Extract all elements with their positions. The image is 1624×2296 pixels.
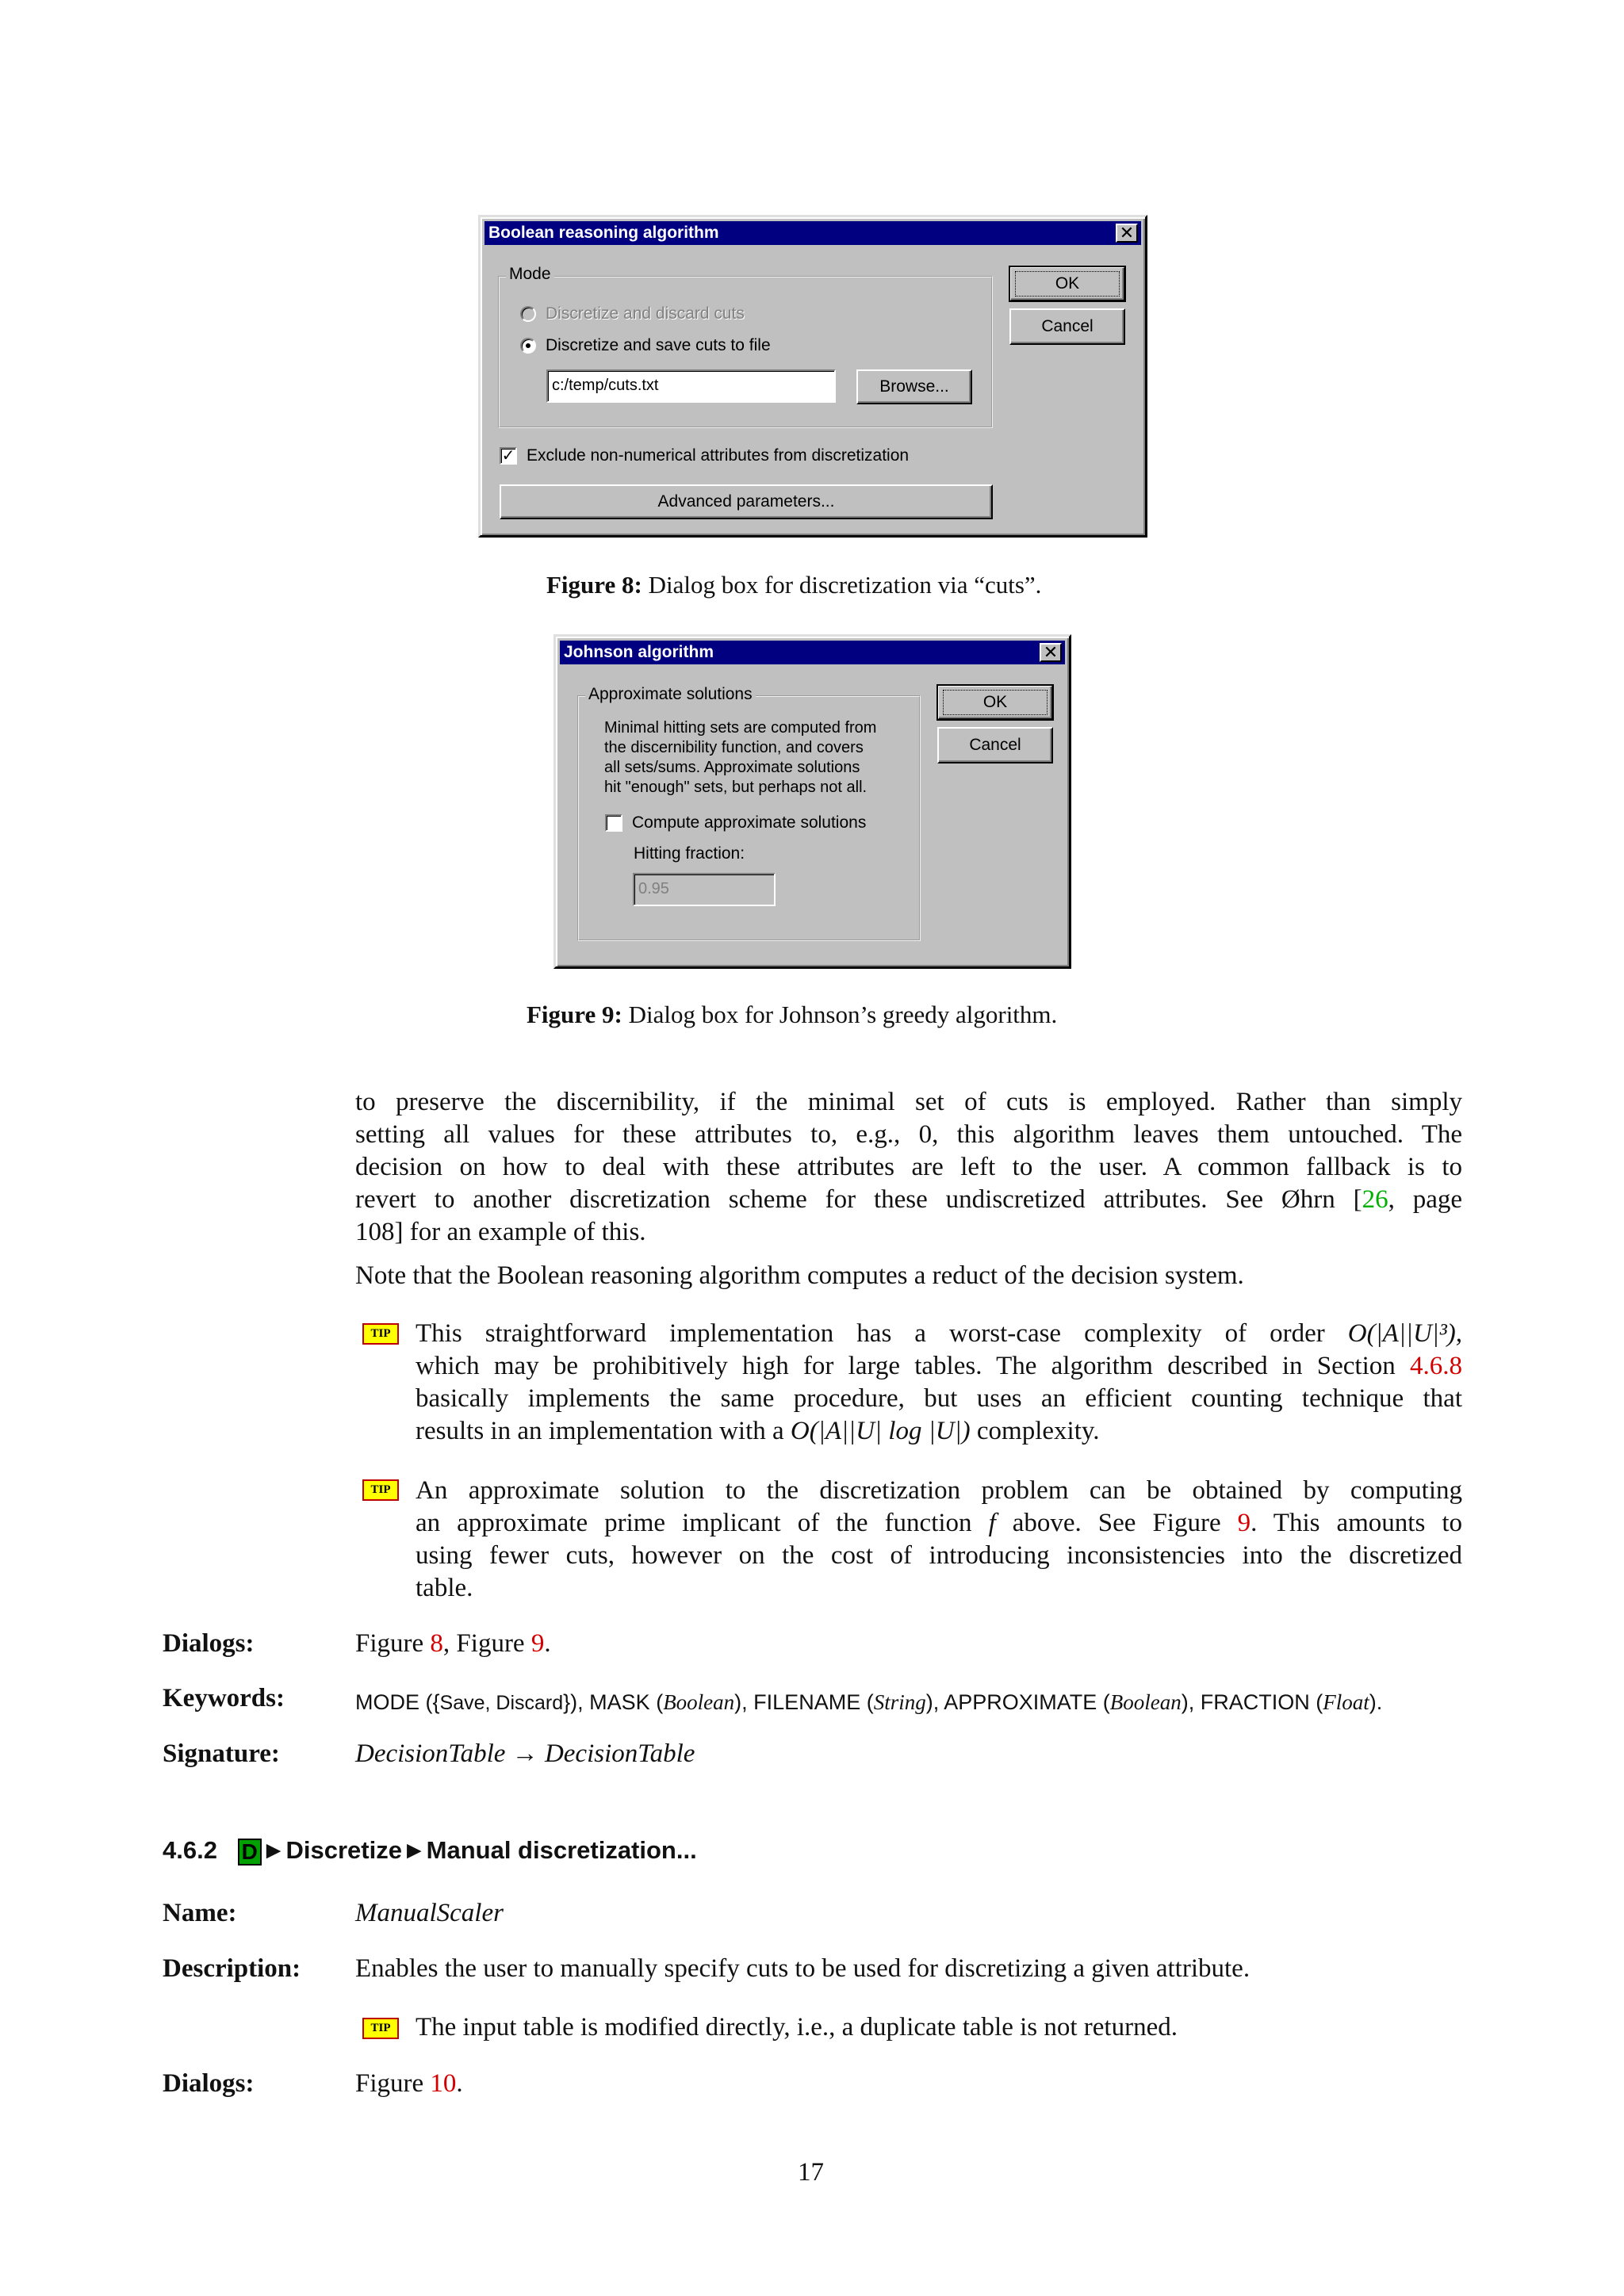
figure9-caption-prefix: Figure 9: bbox=[527, 1001, 622, 1028]
keyword-fraction-open: ( bbox=[1309, 1690, 1323, 1714]
section-heading bbox=[163, 1836, 697, 1866]
description-value: Enables the user to manually specify cuts to be used for discretizing a given attribute. bbox=[355, 1954, 1251, 1983]
hitting-fraction-label: Hitting fraction: bbox=[634, 844, 745, 863]
focus-rect bbox=[1015, 271, 1120, 297]
tip1-line4 bbox=[416, 1415, 1462, 1448]
cancel-button[interactable]: Cancel bbox=[1009, 308, 1125, 345]
dialogs2-pre: Figure bbox=[355, 2069, 431, 2098]
keyword-filename: FILENAME bbox=[753, 1690, 861, 1714]
paragraph-discernibility bbox=[355, 1086, 1462, 1249]
keyword-mode-type: Save, Discard bbox=[439, 1692, 564, 1714]
signature-value: DecisionTable → DecisionTable bbox=[355, 1739, 695, 1768]
keywords-value bbox=[355, 1687, 1382, 1716]
citation-link-26[interactable]: 26 bbox=[1362, 1185, 1388, 1214]
exclude-checkbox-label: Exclude non-numerical attributes from discretization bbox=[527, 446, 910, 465]
keyword-fraction-close: ). bbox=[1369, 1690, 1383, 1714]
dialogs-pre: Figure bbox=[355, 1629, 431, 1658]
keyword-mask-open: ( bbox=[649, 1690, 664, 1714]
tip-badge-3: TIP bbox=[362, 2018, 399, 2039]
tip1-line4-post: complexity. bbox=[970, 1417, 1100, 1445]
keyword-approximate-type: Boolean bbox=[1109, 1690, 1182, 1714]
radio-discard-cuts[interactable] bbox=[520, 306, 536, 322]
tip1-line1 bbox=[416, 1318, 1462, 1350]
description-line-3: all sets/sums. Approximate solutions bbox=[604, 759, 860, 776]
name-term: Name: bbox=[163, 1899, 237, 1927]
boolean-reasoning-dialog bbox=[478, 215, 1147, 538]
para1-line1: to preserve the discernibility, if the minimal set of cuts is employed. Rather than simply bbox=[355, 1088, 1462, 1116]
figure9-caption bbox=[527, 1001, 1057, 1029]
tip2-line2-mid: above. See Figure bbox=[995, 1509, 1238, 1537]
close-icon[interactable]: ✕ bbox=[1040, 643, 1062, 662]
tip-input-modified: The input table is modified directly, i.e., a duplicate table is not returned. bbox=[416, 2013, 1178, 2042]
para1-line3: decision on how to deal with these attributes are left to the user. A common fallback is to bbox=[355, 1153, 1462, 1181]
figure-link-9b[interactable]: 9 bbox=[530, 1629, 545, 1658]
keyword-mask: MASK bbox=[589, 1690, 650, 1714]
tip2-line4: table. bbox=[416, 1574, 473, 1602]
dialog-titlebar bbox=[560, 641, 1065, 664]
section-link-4-6-8[interactable]: 4.6.8 bbox=[1410, 1352, 1462, 1380]
description-line-4: hit "enough" sets, but perhaps not all. bbox=[604, 779, 868, 796]
dialogs-term: Dialogs: bbox=[163, 1629, 255, 1658]
tip2-function-f: f bbox=[988, 1509, 996, 1537]
ok-button[interactable] bbox=[1009, 266, 1125, 301]
keyword-approximate: APPROXIMATE bbox=[944, 1690, 1097, 1714]
tip1-math-2: O(|A||U| log |U|) bbox=[790, 1417, 971, 1445]
close-icon[interactable]: ✕ bbox=[1116, 224, 1138, 243]
keyword-fraction-type: Float bbox=[1323, 1690, 1369, 1714]
tip-approximate-solution bbox=[416, 1475, 1462, 1605]
radio-discard-label: Discretize and discard cuts bbox=[546, 304, 745, 323]
decision-table-icon: D bbox=[238, 1839, 262, 1866]
keyword-approximate-close: ), bbox=[1181, 1690, 1201, 1714]
dialogs-value bbox=[355, 1629, 551, 1659]
dialogs-mid: , Figure bbox=[442, 1629, 531, 1658]
radio-selected-dot bbox=[526, 343, 530, 348]
menu-arrow-icon: ► bbox=[261, 1836, 286, 1864]
johnson-algorithm-dialog bbox=[553, 634, 1071, 969]
tip2-line3: using fewer cuts, however on the cost of introducing inconsistencies into the discretized bbox=[416, 1541, 1462, 1570]
section-number: 4.6.2 bbox=[163, 1836, 217, 1864]
dialogs-term-2: Dialogs: bbox=[163, 2069, 255, 2098]
tip1-line2 bbox=[416, 1350, 1462, 1383]
figure8-caption-prefix: Figure 8: bbox=[546, 571, 642, 599]
compute-approximate-label: Compute approximate solutions bbox=[632, 813, 867, 832]
menu-arrow-icon: ► bbox=[401, 1836, 427, 1864]
tip1-line4-pre: results in an implementation with a bbox=[416, 1417, 791, 1445]
keyword-filename-open: ( bbox=[860, 1690, 874, 1714]
hitting-fraction-input[interactable]: 0.95 bbox=[633, 873, 776, 906]
tip2-line2 bbox=[416, 1507, 1462, 1540]
exclude-checkbox[interactable]: ✓ bbox=[500, 447, 517, 465]
keywords-term: Keywords: bbox=[163, 1684, 285, 1712]
browse-button[interactable]: Browse... bbox=[856, 369, 972, 404]
figure-link-10[interactable]: 10 bbox=[430, 2069, 457, 2098]
keyword-fraction: FRACTION bbox=[1200, 1690, 1310, 1714]
paragraph-reduct-note: Note that the Boolean reasoning algorithm computes a reduct of the decision system. bbox=[355, 1261, 1244, 1290]
figure8-caption bbox=[546, 571, 1041, 599]
radio-save-cuts[interactable] bbox=[520, 338, 536, 354]
tip1-line3: basically implements the same procedure, but uses an efficient counting technique that bbox=[416, 1384, 1462, 1413]
dialogs-post: . bbox=[544, 1629, 551, 1658]
para1-line4 bbox=[355, 1184, 1462, 1216]
tip-badge-1: TIP bbox=[362, 1323, 399, 1345]
tip2-line2-pre: an approximate prime implicant of the function bbox=[416, 1509, 989, 1537]
keyword-mask-close: ), bbox=[734, 1690, 754, 1714]
menu-path-manual: Manual discretization... bbox=[426, 1836, 697, 1864]
ok-label: OK bbox=[1055, 274, 1080, 293]
dialogs-value-2 bbox=[355, 2069, 463, 2099]
radio-save-label: Discretize and save cuts to file bbox=[546, 336, 771, 354]
mode-group-label: Mode bbox=[506, 265, 554, 284]
keyword-filename-close: ), bbox=[925, 1690, 944, 1714]
filename-input[interactable]: c:/temp/cuts.txt bbox=[546, 369, 836, 403]
description-line-2: the discernibility function, and covers bbox=[604, 739, 864, 756]
ok-label: OK bbox=[982, 693, 1008, 711]
description-term: Description: bbox=[163, 1954, 301, 1983]
para1-line2: setting all values for these attributes to, e.g., 0, this algorithm leaves them untouched. The bbox=[355, 1120, 1462, 1149]
menu-path-discretize: Discretize bbox=[285, 1836, 402, 1864]
signature-term: Signature: bbox=[163, 1739, 280, 1768]
para1-line5: 108] for an example of this. bbox=[355, 1218, 646, 1246]
dialog-title: Boolean reasoning algorithm bbox=[488, 224, 719, 242]
tip1-line1-pre: This straightforward implementation has a worst-case complexity of order bbox=[416, 1319, 1348, 1348]
keyword-mode-close: }), bbox=[563, 1690, 590, 1714]
keyword-approximate-open: ( bbox=[1097, 1690, 1110, 1714]
dialog-title: Johnson algorithm bbox=[564, 643, 714, 661]
name-value: ManualScaler bbox=[355, 1899, 504, 1927]
tip2-line1: An approximate solution to the discretization problem can be obtained by computing bbox=[416, 1476, 1462, 1505]
advanced-parameters-button[interactable]: Advanced parameters... bbox=[500, 484, 993, 519]
tip1-line2-pre: which may be prohibitively high for large tables. The algorithm described in Section bbox=[416, 1352, 1410, 1380]
tip-badge-2: TIP bbox=[362, 1479, 399, 1501]
page-number: 17 bbox=[798, 2158, 824, 2187]
keyword-mode-open: ({ bbox=[419, 1690, 440, 1714]
tip-complexity bbox=[416, 1318, 1462, 1448]
keyword-filename-type: String bbox=[873, 1690, 926, 1714]
approximate-group-label: Approximate solutions bbox=[585, 685, 756, 704]
dialog-titlebar bbox=[485, 221, 1141, 245]
focus-rect bbox=[943, 690, 1048, 715]
description-line-1: Minimal hitting sets are computed from bbox=[604, 719, 877, 737]
para1-line4-pre: revert to another discretization scheme for these undiscretized attributes. See Øhrn [ bbox=[355, 1185, 1362, 1214]
keyword-mode: MODE bbox=[355, 1690, 419, 1714]
dialogs2-post: . bbox=[456, 2069, 463, 2098]
figure9-caption-text: Dialog box for Johnson’s greedy algorithm. bbox=[628, 1001, 1058, 1028]
figure-link-8[interactable]: 8 bbox=[430, 1629, 443, 1658]
tip2-line2-post: . This amounts to bbox=[1251, 1509, 1462, 1537]
cancel-button[interactable]: Cancel bbox=[937, 727, 1053, 763]
figure8-caption-text: Dialog box for discretization via “cuts”. bbox=[648, 571, 1042, 599]
para1-line4-post: , page bbox=[1388, 1185, 1462, 1214]
keyword-mask-type: Boolean bbox=[663, 1690, 735, 1714]
ok-button[interactable] bbox=[937, 685, 1053, 720]
tip1-math-1: O(|A||U|³), bbox=[1347, 1319, 1462, 1348]
figure-link-9[interactable]: 9 bbox=[1237, 1509, 1251, 1537]
compute-approximate-checkbox[interactable] bbox=[605, 814, 622, 832]
